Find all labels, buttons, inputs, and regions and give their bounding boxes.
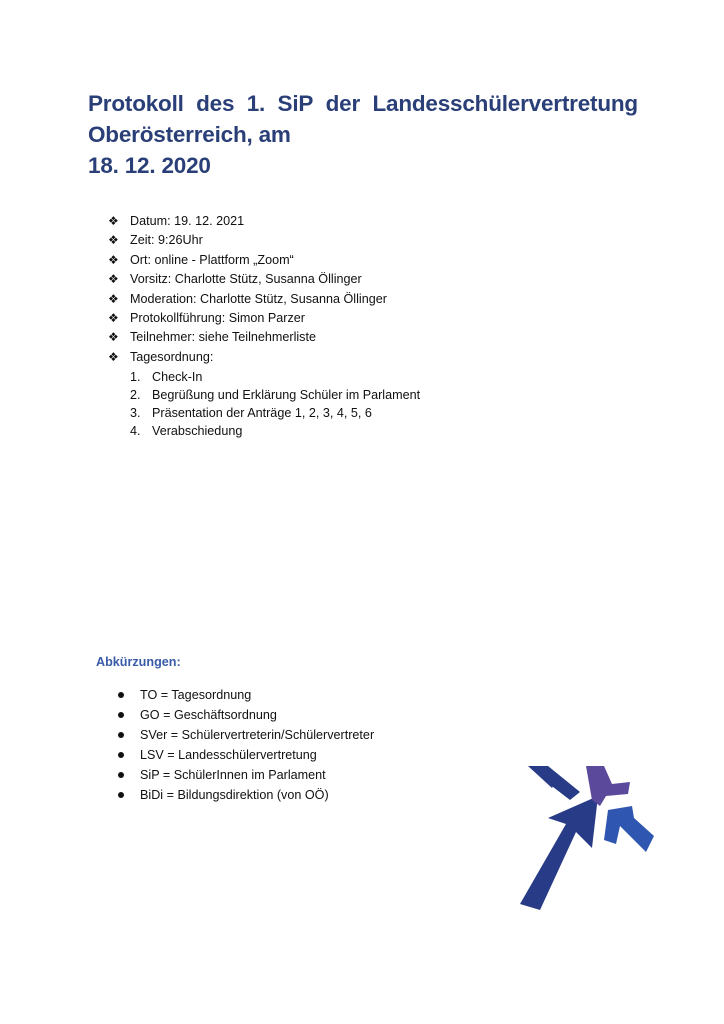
meta-item <box>108 290 420 309</box>
title-word: Protokoll <box>88 91 184 116</box>
abbreviation-item <box>118 725 374 745</box>
diamond-bullet-icon: ❖ <box>108 233 119 248</box>
agenda-item <box>130 368 420 386</box>
diamond-bullet-icon: ❖ <box>108 311 119 326</box>
diamond-bullet-icon: ❖ <box>108 349 119 364</box>
meta-text: Zeit: 9:26Uhr <box>130 233 203 248</box>
document-title <box>88 88 638 181</box>
abbreviations-list <box>118 685 374 805</box>
diamond-bullet-icon: ❖ <box>108 252 119 267</box>
abbreviation-item <box>118 685 374 705</box>
agenda-item <box>130 404 420 422</box>
meta-item <box>108 270 420 289</box>
meta-item <box>108 309 420 328</box>
title-line-3: 18. 12. 2020 <box>88 153 211 178</box>
agenda-item <box>130 422 420 440</box>
logo-top-left-arrow <box>528 766 580 800</box>
abbreviation-text: TO = Tagesordnung <box>140 688 252 702</box>
title-line-1 <box>88 88 638 119</box>
diamond-bullet-icon: ❖ <box>108 214 119 228</box>
meta-text: Datum: 19. 12. 2021 <box>130 214 245 228</box>
agenda-number: 2. <box>130 388 141 403</box>
diamond-bullet-icon: ❖ <box>108 272 119 287</box>
abbreviation-item <box>118 705 374 725</box>
meta-text: Ort: online - Plattform „Zoom“ <box>130 252 294 267</box>
meta-item <box>108 212 420 231</box>
abbreviation-text: BiDi = Bildungsdirektion (von OÖ) <box>140 788 329 802</box>
logo-large-arrow <box>520 796 598 910</box>
abbreviation-text: GO = Geschäftsordnung <box>140 708 277 722</box>
diamond-bullet-icon: ❖ <box>108 291 119 306</box>
abbreviations-heading: Abkürzungen: <box>96 655 181 669</box>
converging-arrows-logo-icon <box>508 760 658 910</box>
agenda-list <box>130 368 420 440</box>
meta-item <box>108 231 420 250</box>
abbreviation-text: LSV = Landesschülervertretung <box>140 748 317 762</box>
agenda-number: 1. <box>130 370 141 385</box>
agenda-number: 3. <box>130 406 141 421</box>
bullet-dot-icon <box>118 752 124 758</box>
bullet-dot-icon <box>118 772 124 778</box>
abbreviation-item <box>118 765 374 785</box>
title-line-2: Oberösterreich, am <box>88 122 291 147</box>
meta-text: Tagesordnung: <box>130 349 214 364</box>
bullet-dot-icon <box>118 732 124 738</box>
title-word: der <box>325 91 361 116</box>
title-word: SiP <box>277 91 314 116</box>
bullet-dot-icon <box>118 712 124 718</box>
agenda-text: Verabschiedung <box>152 424 243 439</box>
abbreviation-text: SVer = Schülervertreterin/Schülervertreter <box>140 728 375 742</box>
agenda-item <box>130 386 420 404</box>
meta-text: Moderation: Charlotte Stütz, Susanna Öllinger <box>130 291 387 306</box>
title-word: 1. <box>246 91 266 116</box>
meta-item <box>108 348 420 440</box>
meta-item <box>108 251 420 270</box>
agenda-number: 4. <box>130 424 141 439</box>
meta-list <box>108 212 420 440</box>
title-word: Landesschülervertretung <box>372 91 638 116</box>
logo-right-arrow <box>604 806 654 852</box>
meta-text: Protokollführung: Simon Parzer <box>130 311 305 326</box>
agenda-text: Präsentation der Anträge 1, 2, 3, 4, 5, 6 <box>152 406 372 421</box>
abbreviation-item <box>118 785 374 805</box>
agenda-text: Begrüßung und Erklärung Schüler im Parlament <box>152 388 421 403</box>
meta-item <box>108 328 420 347</box>
meta-text: Vorsitz: Charlotte Stütz, Susanna Öllinger <box>130 272 362 287</box>
abbreviation-item <box>118 745 374 765</box>
bullet-dot-icon <box>118 692 124 698</box>
diamond-bullet-icon: ❖ <box>108 330 119 345</box>
bullet-dot-icon <box>118 792 124 798</box>
logo-top-right-arrow <box>586 766 630 806</box>
agenda-text: Check-In <box>152 370 203 385</box>
abbreviation-text: SiP = SchülerInnen im Parlament <box>140 768 326 782</box>
meta-text: Teilnehmer: siehe Teilnehmerliste <box>130 330 316 345</box>
title-word: des <box>196 91 235 116</box>
